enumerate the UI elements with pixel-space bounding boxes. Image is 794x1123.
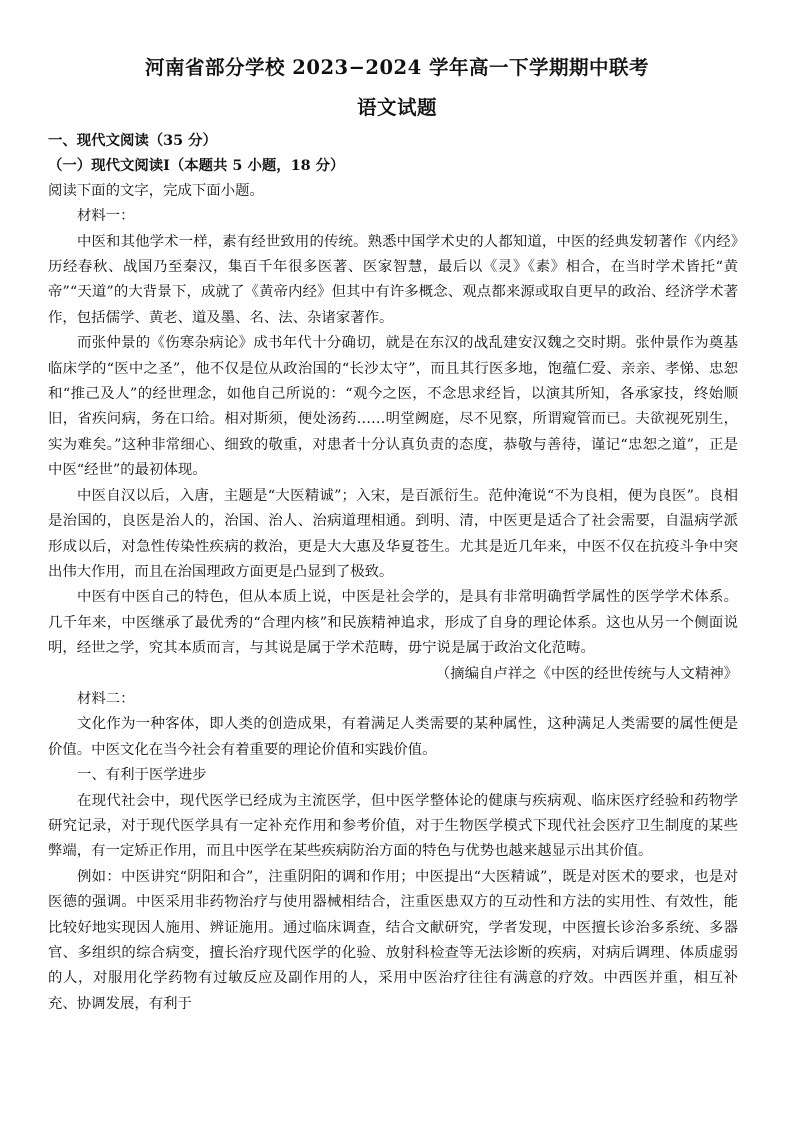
paragraph: 中医自汉以后，入唐，主题是“大医精诚”；入宋，是百派衍生。范仲淹说“不为良相，便为良医”。良相是治国的，良医是治人的，治国、治人、治病道理相通。到明、清，中医更是适合了社会需要，自温病学派形成以后，对急性传染性疾病的救治，更是大大惠及华夏苍生。尤其是近几年来，中医不仅在抗疫斗争中突出伟大作用，而且在治国理政方面更是凸显到了极致。 <box>48 487 738 580</box>
paragraph: 文化作为一种客体，即人类的创造成果，有着满足人类需要的某种属性，这种满足人类需要的属性便是价值。中医文化在当今社会有着重要的理论价值和实践价值。 <box>48 716 738 758</box>
paragraph: 例如：中医讲究“阴阳和合”，注重阴阳的调和作用；中医提出“大医精诚”，既是对医术的要求，也是对医德的强调。中医采用非药物治疗与使用器械相结合，注重医患双方的互动性和方法的实用性、有效性，能比较好地实现因人施用、辨证施用。通过临床调查，结合文献研究，学者发现，中医擅长诊治多系统、多器官、多组织的综合病变，擅长治疗现代医学的化验、放射科检查等无法诊断的疾病，对病后调理、体质虚弱的人，对服用化学药物有过敏反应及副作用的人，采用中医治疗往往有满意的疗效。中西医并重，相互补充、协调发展，有利于 <box>48 868 738 1012</box>
section-heading: 一、现代文阅读（35 分） <box>48 132 217 149</box>
source-citation: （摘编自卢祥之《中医的经世传统与人文精神》 <box>435 665 738 682</box>
point-heading: 一、有利于医学进步 <box>77 767 207 784</box>
paragraph: 而张仲景的《伤寒杂病论》成书年代十分确切，就是在东汉的战乱建安汉魏之交时期。张仲景作为奠基临床学的“医中之圣”，他不仅是位从政治国的“长沙太守”，而且其行医多地，饱蕴仁爱、亲亲、孝悌、忠恕和“推己及人”的经世理念，如他自己所说的：“观今之医，不念思求经旨，以演其所知，各承家技，终始顺旧，省疾问病，务在口给。相对斯须，便处汤药……明堂阙庭，尽不见察，所谓窥管而已。夫欲视死别生，实为难矣。”这种非常细心、细致的敬重，对患者十分认真负责的态度，恭敬与善待，谨记“忠恕之道”，正是中医“经世”的最初体现。 <box>48 335 738 479</box>
material-label: 材料二： <box>77 690 135 707</box>
paragraph: 中医有中医自己的特色，但从本质上说，中医是社会学的，是具有非常明确哲学属性的医学学术体系。几千年来，中医继承了最优秀的“合理内核”和民族精神追求，形成了自身的理论体系。这也从另一个侧面说明，经世之学，究其本质而言，与其说是属于学术范畴，毋宁说是属于政治文化范畴。 <box>48 589 738 657</box>
paragraph: 中医和其他学术一样，素有经世致用的传统。熟悉中国学术史的人都知道，中医的经典发轫著作《内经》历经春秋、战国乃至秦汉，集百千年很多医著、医家智慧，最后以《灵》《素》相合，在当时学术皆托“黄帝”“天道”的大背景下，成就了《黄帝内经》但其中有许多概念、观点都来源或取自更早的政治、经济学术著作，包括儒学、黄老、道及墨、名、法、杂诸家著作。 <box>48 233 738 326</box>
subsection-heading: （一）现代文阅读Ⅰ（本题共 5 小题，18 分） <box>48 157 345 175</box>
document-body <box>48 128 738 1017</box>
material-label: 材料一： <box>77 208 135 225</box>
document-subtitle: 语文试题 <box>356 96 437 119</box>
document-title: 河南省部分学校 2023−2024 学年高一下学期期中联考 <box>145 56 649 79</box>
paragraph: 在现代社会中，现代医学已经成为主流医学，但中医学整体论的健康与疾病观、临床医疗经验和药物学研究记录，对于现代医学具有一定补充作用和参考价值，对于生物医学模式下现代社会医疗卫生制度的某些弊端，有一定矫正作用，而且中医学在某些疾病防治方面的特色与优势也越来越显示出其价值。 <box>48 792 738 860</box>
instruction-text: 阅读下面的文字，完成下面小题。 <box>48 182 264 199</box>
